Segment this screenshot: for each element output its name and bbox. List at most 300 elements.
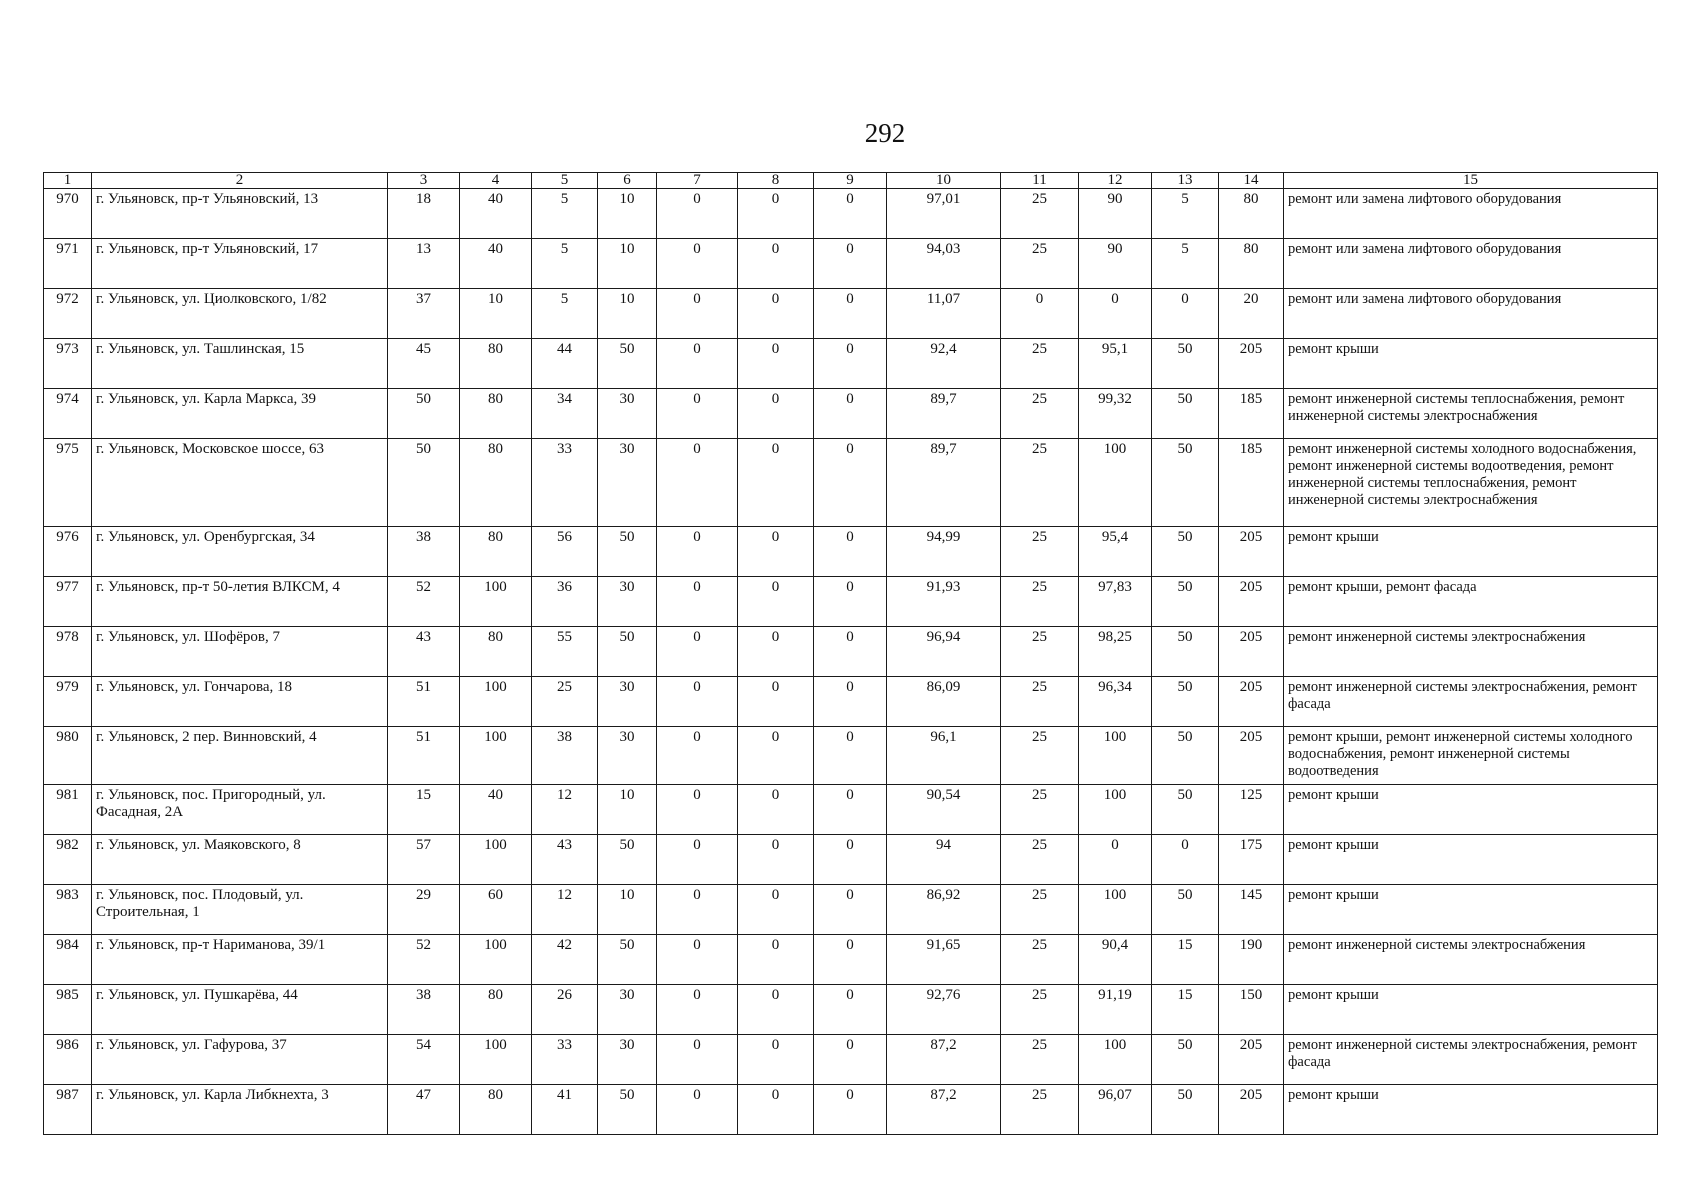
value-cell: 94,99 bbox=[887, 527, 1001, 577]
repair-program-table bbox=[43, 172, 1658, 1135]
value-cell: 56 bbox=[532, 527, 598, 577]
value-cell: 86,92 bbox=[887, 885, 1001, 935]
value-cell: 50 bbox=[1152, 389, 1219, 439]
value-cell: 5 bbox=[532, 289, 598, 339]
value-cell: 25 bbox=[1001, 727, 1079, 785]
value-cell: 13 bbox=[388, 239, 460, 289]
value-cell: 50 bbox=[1152, 577, 1219, 627]
value-cell: 30 bbox=[598, 389, 657, 439]
row-number: 983 bbox=[44, 885, 92, 935]
value-cell: 0 bbox=[738, 289, 814, 339]
value-cell: 0 bbox=[814, 389, 887, 439]
value-cell: 30 bbox=[598, 577, 657, 627]
value-cell: 42 bbox=[532, 935, 598, 985]
value-cell: 54 bbox=[388, 1035, 460, 1085]
address-cell: г. Ульяновск, пр-т Ульяновский, 13 bbox=[92, 189, 388, 239]
value-cell: 34 bbox=[532, 389, 598, 439]
value-cell: 0 bbox=[738, 239, 814, 289]
value-cell: 47 bbox=[388, 1085, 460, 1135]
value-cell: 0 bbox=[657, 289, 738, 339]
value-cell: 0 bbox=[738, 527, 814, 577]
value-cell: 40 bbox=[460, 189, 532, 239]
value-cell: 29 bbox=[388, 885, 460, 935]
value-cell: 0 bbox=[814, 1035, 887, 1085]
value-cell: 97,83 bbox=[1079, 577, 1152, 627]
value-cell: 96,1 bbox=[887, 727, 1001, 785]
column-number-row bbox=[44, 173, 1658, 189]
work-type-cell: ремонт инженерной системы холодного водоснабжения, ремонт инженерной системы водоотведения, ремонт инженерной системы теплоснабжения, ремонт инженерной системы электроснабжения bbox=[1284, 439, 1658, 527]
value-cell: 0 bbox=[738, 439, 814, 527]
value-cell: 50 bbox=[1152, 727, 1219, 785]
value-cell: 10 bbox=[598, 785, 657, 835]
value-cell: 0 bbox=[738, 389, 814, 439]
row-number: 977 bbox=[44, 577, 92, 627]
value-cell: 55 bbox=[532, 627, 598, 677]
work-type-cell: ремонт или замена лифтового оборудования bbox=[1284, 289, 1658, 339]
row-number: 986 bbox=[44, 1035, 92, 1085]
row-number: 979 bbox=[44, 677, 92, 727]
value-cell: 95,4 bbox=[1079, 527, 1152, 577]
value-cell: 0 bbox=[814, 935, 887, 985]
address-cell: г. Ульяновск, пр-т Нариманова, 39/1 bbox=[92, 935, 388, 985]
value-cell: 0 bbox=[738, 1035, 814, 1085]
value-cell: 100 bbox=[460, 677, 532, 727]
value-cell: 50 bbox=[598, 835, 657, 885]
value-cell: 0 bbox=[657, 677, 738, 727]
value-cell: 150 bbox=[1219, 985, 1284, 1035]
value-cell: 0 bbox=[657, 239, 738, 289]
value-cell: 80 bbox=[460, 527, 532, 577]
value-cell: 0 bbox=[738, 835, 814, 885]
value-cell: 43 bbox=[532, 835, 598, 885]
value-cell: 30 bbox=[598, 1035, 657, 1085]
value-cell: 41 bbox=[532, 1085, 598, 1135]
value-cell: 10 bbox=[598, 885, 657, 935]
value-cell: 15 bbox=[1152, 985, 1219, 1035]
value-cell: 205 bbox=[1219, 339, 1284, 389]
column-header: 15 bbox=[1284, 173, 1658, 189]
work-type-cell: ремонт крыши bbox=[1284, 339, 1658, 389]
column-header: 6 bbox=[598, 173, 657, 189]
value-cell: 45 bbox=[388, 339, 460, 389]
column-header: 7 bbox=[657, 173, 738, 189]
table-row bbox=[44, 727, 1658, 785]
value-cell: 30 bbox=[598, 439, 657, 527]
column-header: 2 bbox=[92, 173, 388, 189]
value-cell: 5 bbox=[1152, 239, 1219, 289]
value-cell: 0 bbox=[738, 727, 814, 785]
value-cell: 0 bbox=[814, 677, 887, 727]
work-type-cell: ремонт крыши, ремонт фасада bbox=[1284, 577, 1658, 627]
row-number: 973 bbox=[44, 339, 92, 389]
value-cell: 92,4 bbox=[887, 339, 1001, 389]
value-cell: 0 bbox=[657, 577, 738, 627]
value-cell: 0 bbox=[738, 885, 814, 935]
table-row bbox=[44, 289, 1658, 339]
value-cell: 145 bbox=[1219, 885, 1284, 935]
value-cell: 50 bbox=[1152, 339, 1219, 389]
value-cell: 0 bbox=[738, 785, 814, 835]
work-type-cell: ремонт инженерной системы электроснабжения, ремонт фасада bbox=[1284, 1035, 1658, 1085]
value-cell: 50 bbox=[1152, 627, 1219, 677]
value-cell: 25 bbox=[1001, 1035, 1079, 1085]
work-type-cell: ремонт инженерной системы теплоснабжения, ремонт инженерной системы электроснабжения bbox=[1284, 389, 1658, 439]
value-cell: 94 bbox=[887, 835, 1001, 885]
value-cell: 25 bbox=[1001, 627, 1079, 677]
value-cell: 36 bbox=[532, 577, 598, 627]
value-cell: 100 bbox=[1079, 1035, 1152, 1085]
value-cell: 0 bbox=[1079, 835, 1152, 885]
column-header: 11 bbox=[1001, 173, 1079, 189]
work-type-cell: ремонт инженерной системы электроснабжения bbox=[1284, 935, 1658, 985]
value-cell: 205 bbox=[1219, 527, 1284, 577]
value-cell: 91,93 bbox=[887, 577, 1001, 627]
value-cell: 205 bbox=[1219, 627, 1284, 677]
value-cell: 10 bbox=[598, 239, 657, 289]
value-cell: 33 bbox=[532, 439, 598, 527]
value-cell: 25 bbox=[1001, 1085, 1079, 1135]
work-type-cell: ремонт крыши bbox=[1284, 1085, 1658, 1135]
value-cell: 90 bbox=[1079, 239, 1152, 289]
value-cell: 0 bbox=[814, 627, 887, 677]
value-cell: 0 bbox=[657, 1035, 738, 1085]
table-row bbox=[44, 677, 1658, 727]
value-cell: 100 bbox=[1079, 727, 1152, 785]
value-cell: 11,07 bbox=[887, 289, 1001, 339]
value-cell: 50 bbox=[1152, 785, 1219, 835]
value-cell: 25 bbox=[1001, 835, 1079, 885]
work-type-cell: ремонт крыши bbox=[1284, 835, 1658, 885]
value-cell: 25 bbox=[1001, 239, 1079, 289]
value-cell: 50 bbox=[1152, 439, 1219, 527]
value-cell: 43 bbox=[388, 627, 460, 677]
work-type-cell: ремонт крыши bbox=[1284, 885, 1658, 935]
value-cell: 25 bbox=[1001, 339, 1079, 389]
value-cell: 0 bbox=[657, 189, 738, 239]
value-cell: 80 bbox=[460, 389, 532, 439]
value-cell: 0 bbox=[738, 189, 814, 239]
value-cell: 125 bbox=[1219, 785, 1284, 835]
value-cell: 25 bbox=[1001, 389, 1079, 439]
value-cell: 0 bbox=[814, 785, 887, 835]
value-cell: 5 bbox=[1152, 189, 1219, 239]
value-cell: 25 bbox=[1001, 935, 1079, 985]
value-cell: 57 bbox=[388, 835, 460, 885]
table-row bbox=[44, 239, 1658, 289]
column-header: 4 bbox=[460, 173, 532, 189]
address-cell: г. Ульяновск, ул. Карла Либкнехта, 3 bbox=[92, 1085, 388, 1135]
value-cell: 0 bbox=[657, 389, 738, 439]
table-row bbox=[44, 389, 1658, 439]
value-cell: 205 bbox=[1219, 1035, 1284, 1085]
value-cell: 90,4 bbox=[1079, 935, 1152, 985]
value-cell: 10 bbox=[460, 289, 532, 339]
value-cell: 0 bbox=[1152, 289, 1219, 339]
value-cell: 12 bbox=[532, 785, 598, 835]
row-number: 987 bbox=[44, 1085, 92, 1135]
value-cell: 50 bbox=[598, 627, 657, 677]
value-cell: 185 bbox=[1219, 439, 1284, 527]
value-cell: 0 bbox=[814, 289, 887, 339]
table-row bbox=[44, 189, 1658, 239]
value-cell: 52 bbox=[388, 935, 460, 985]
work-type-cell: ремонт крыши bbox=[1284, 985, 1658, 1035]
value-cell: 0 bbox=[657, 835, 738, 885]
value-cell: 94,03 bbox=[887, 239, 1001, 289]
value-cell: 91,19 bbox=[1079, 985, 1152, 1035]
value-cell: 52 bbox=[388, 577, 460, 627]
work-type-cell: ремонт или замена лифтового оборудования bbox=[1284, 189, 1658, 239]
value-cell: 0 bbox=[1152, 835, 1219, 885]
value-cell: 33 bbox=[532, 1035, 598, 1085]
value-cell: 0 bbox=[814, 189, 887, 239]
value-cell: 0 bbox=[738, 935, 814, 985]
table-row bbox=[44, 577, 1658, 627]
value-cell: 25 bbox=[1001, 785, 1079, 835]
value-cell: 0 bbox=[657, 439, 738, 527]
value-cell: 0 bbox=[814, 239, 887, 289]
table-row bbox=[44, 985, 1658, 1035]
table-row bbox=[44, 339, 1658, 389]
column-header: 12 bbox=[1079, 173, 1152, 189]
table-row bbox=[44, 627, 1658, 677]
value-cell: 50 bbox=[1152, 1085, 1219, 1135]
row-number: 984 bbox=[44, 935, 92, 985]
address-cell: г. Ульяновск, ул. Ташлинская, 15 bbox=[92, 339, 388, 389]
value-cell: 0 bbox=[657, 527, 738, 577]
value-cell: 37 bbox=[388, 289, 460, 339]
value-cell: 15 bbox=[1152, 935, 1219, 985]
value-cell: 80 bbox=[1219, 189, 1284, 239]
value-cell: 50 bbox=[598, 339, 657, 389]
value-cell: 50 bbox=[1152, 885, 1219, 935]
row-number: 971 bbox=[44, 239, 92, 289]
value-cell: 100 bbox=[1079, 785, 1152, 835]
value-cell: 100 bbox=[460, 835, 532, 885]
address-cell: г. Ульяновск, ул. Гончарова, 18 bbox=[92, 677, 388, 727]
value-cell: 100 bbox=[1079, 439, 1152, 527]
value-cell: 90 bbox=[1079, 189, 1152, 239]
value-cell: 89,7 bbox=[887, 439, 1001, 527]
address-cell: г. Ульяновск, ул. Пушкарёва, 44 bbox=[92, 985, 388, 1035]
value-cell: 25 bbox=[532, 677, 598, 727]
value-cell: 0 bbox=[738, 627, 814, 677]
value-cell: 25 bbox=[1001, 527, 1079, 577]
address-cell: г. Ульяновск, ул. Маяковского, 8 bbox=[92, 835, 388, 885]
value-cell: 80 bbox=[1219, 239, 1284, 289]
work-type-cell: ремонт крыши bbox=[1284, 527, 1658, 577]
value-cell: 10 bbox=[598, 289, 657, 339]
address-cell: г. Ульяновск, ул. Гафурова, 37 bbox=[92, 1035, 388, 1085]
value-cell: 10 bbox=[598, 189, 657, 239]
address-cell: г. Ульяновск, ул. Циолковского, 1/82 bbox=[92, 289, 388, 339]
value-cell: 80 bbox=[460, 985, 532, 1035]
value-cell: 5 bbox=[532, 239, 598, 289]
value-cell: 185 bbox=[1219, 389, 1284, 439]
table-row bbox=[44, 1085, 1658, 1135]
column-header: 3 bbox=[388, 173, 460, 189]
value-cell: 0 bbox=[738, 339, 814, 389]
value-cell: 26 bbox=[532, 985, 598, 1035]
value-cell: 0 bbox=[657, 339, 738, 389]
column-header: 9 bbox=[814, 173, 887, 189]
value-cell: 50 bbox=[598, 1085, 657, 1135]
value-cell: 0 bbox=[814, 577, 887, 627]
value-cell: 40 bbox=[460, 785, 532, 835]
row-number: 978 bbox=[44, 627, 92, 677]
value-cell: 40 bbox=[460, 239, 532, 289]
row-number: 974 bbox=[44, 389, 92, 439]
address-cell: г. Ульяновск, ул. Шофёров, 7 bbox=[92, 627, 388, 677]
address-cell: г. Ульяновск, 2 пер. Винновский, 4 bbox=[92, 727, 388, 785]
value-cell: 100 bbox=[460, 577, 532, 627]
value-cell: 175 bbox=[1219, 835, 1284, 885]
column-header: 1 bbox=[44, 173, 92, 189]
address-cell: г. Ульяновск, пос. Пригородный, ул. Фасадная, 2А bbox=[92, 785, 388, 835]
value-cell: 0 bbox=[657, 627, 738, 677]
value-cell: 25 bbox=[1001, 677, 1079, 727]
value-cell: 50 bbox=[388, 439, 460, 527]
value-cell: 25 bbox=[1001, 885, 1079, 935]
value-cell: 95,1 bbox=[1079, 339, 1152, 389]
value-cell: 0 bbox=[814, 835, 887, 885]
value-cell: 0 bbox=[814, 527, 887, 577]
value-cell: 80 bbox=[460, 439, 532, 527]
value-cell: 205 bbox=[1219, 1085, 1284, 1135]
value-cell: 25 bbox=[1001, 439, 1079, 527]
row-number: 981 bbox=[44, 785, 92, 835]
value-cell: 0 bbox=[738, 577, 814, 627]
value-cell: 205 bbox=[1219, 577, 1284, 627]
table-row bbox=[44, 527, 1658, 577]
value-cell: 38 bbox=[532, 727, 598, 785]
work-type-cell: ремонт крыши, ремонт инженерной системы холодного водоснабжения, ремонт инженерной системы водоотведения bbox=[1284, 727, 1658, 785]
value-cell: 50 bbox=[388, 389, 460, 439]
value-cell: 96,07 bbox=[1079, 1085, 1152, 1135]
value-cell: 38 bbox=[388, 985, 460, 1035]
value-cell: 0 bbox=[814, 985, 887, 1035]
value-cell: 51 bbox=[388, 677, 460, 727]
value-cell: 30 bbox=[598, 985, 657, 1035]
value-cell: 0 bbox=[814, 727, 887, 785]
table-row bbox=[44, 835, 1658, 885]
value-cell: 86,09 bbox=[887, 677, 1001, 727]
row-number: 976 bbox=[44, 527, 92, 577]
value-cell: 190 bbox=[1219, 935, 1284, 985]
value-cell: 60 bbox=[460, 885, 532, 935]
page-number: 292 bbox=[864, 118, 906, 148]
value-cell: 50 bbox=[1152, 677, 1219, 727]
value-cell: 87,2 bbox=[887, 1035, 1001, 1085]
value-cell: 12 bbox=[532, 885, 598, 935]
work-type-cell: ремонт инженерной системы электроснабжения bbox=[1284, 627, 1658, 677]
value-cell: 205 bbox=[1219, 677, 1284, 727]
value-cell: 0 bbox=[657, 1085, 738, 1135]
value-cell: 100 bbox=[460, 935, 532, 985]
table-row bbox=[44, 785, 1658, 835]
value-cell: 20 bbox=[1219, 289, 1284, 339]
address-cell: г. Ульяновск, ул. Оренбургская, 34 bbox=[92, 527, 388, 577]
column-header: 14 bbox=[1219, 173, 1284, 189]
value-cell: 25 bbox=[1001, 985, 1079, 1035]
value-cell: 89,7 bbox=[887, 389, 1001, 439]
value-cell: 0 bbox=[657, 785, 738, 835]
value-cell: 0 bbox=[738, 1085, 814, 1135]
value-cell: 0 bbox=[657, 985, 738, 1035]
value-cell: 50 bbox=[1152, 527, 1219, 577]
row-number: 972 bbox=[44, 289, 92, 339]
value-cell: 38 bbox=[388, 527, 460, 577]
value-cell: 25 bbox=[1001, 577, 1079, 627]
value-cell: 0 bbox=[738, 985, 814, 1035]
work-type-cell: ремонт или замена лифтового оборудования bbox=[1284, 239, 1658, 289]
value-cell: 99,32 bbox=[1079, 389, 1152, 439]
value-cell: 100 bbox=[460, 1035, 532, 1085]
value-cell: 80 bbox=[460, 1085, 532, 1135]
value-cell: 96,34 bbox=[1079, 677, 1152, 727]
value-cell: 0 bbox=[657, 727, 738, 785]
table-row bbox=[44, 1035, 1658, 1085]
value-cell: 0 bbox=[1079, 289, 1152, 339]
value-cell: 92,76 bbox=[887, 985, 1001, 1035]
value-cell: 44 bbox=[532, 339, 598, 389]
value-cell: 97,01 bbox=[887, 189, 1001, 239]
value-cell: 0 bbox=[814, 339, 887, 389]
column-header: 13 bbox=[1152, 173, 1219, 189]
address-cell: г. Ульяновск, пр-т Ульяновский, 17 bbox=[92, 239, 388, 289]
work-type-cell: ремонт крыши bbox=[1284, 785, 1658, 835]
address-cell: г. Ульяновск, Московское шоссе, 63 bbox=[92, 439, 388, 527]
value-cell: 30 bbox=[598, 727, 657, 785]
address-cell: г. Ульяновск, пр-т 50-летия ВЛКСМ, 4 bbox=[92, 577, 388, 627]
row-number: 975 bbox=[44, 439, 92, 527]
value-cell: 50 bbox=[1152, 1035, 1219, 1085]
column-header: 8 bbox=[738, 173, 814, 189]
value-cell: 0 bbox=[738, 677, 814, 727]
row-number: 980 bbox=[44, 727, 92, 785]
value-cell: 0 bbox=[657, 935, 738, 985]
address-cell: г. Ульяновск, ул. Карла Маркса, 39 bbox=[92, 389, 388, 439]
value-cell: 205 bbox=[1219, 727, 1284, 785]
value-cell: 80 bbox=[460, 339, 532, 389]
value-cell: 91,65 bbox=[887, 935, 1001, 985]
value-cell: 87,2 bbox=[887, 1085, 1001, 1135]
value-cell: 51 bbox=[388, 727, 460, 785]
value-cell: 50 bbox=[598, 935, 657, 985]
value-cell: 100 bbox=[1079, 885, 1152, 935]
value-cell: 0 bbox=[814, 439, 887, 527]
column-header: 10 bbox=[887, 173, 1001, 189]
table-body bbox=[44, 189, 1658, 1135]
value-cell: 50 bbox=[598, 527, 657, 577]
value-cell: 15 bbox=[388, 785, 460, 835]
value-cell: 25 bbox=[1001, 189, 1079, 239]
row-number: 982 bbox=[44, 835, 92, 885]
work-type-cell: ремонт инженерной системы электроснабжения, ремонт фасада bbox=[1284, 677, 1658, 727]
table-row bbox=[44, 935, 1658, 985]
value-cell: 80 bbox=[460, 627, 532, 677]
table-row bbox=[44, 885, 1658, 935]
row-number: 985 bbox=[44, 985, 92, 1035]
value-cell: 0 bbox=[657, 885, 738, 935]
value-cell: 5 bbox=[532, 189, 598, 239]
value-cell: 0 bbox=[1001, 289, 1079, 339]
address-cell: г. Ульяновск, пос. Плодовый, ул. Строительная, 1 bbox=[92, 885, 388, 935]
value-cell: 0 bbox=[814, 1085, 887, 1135]
column-header: 5 bbox=[532, 173, 598, 189]
value-cell: 18 bbox=[388, 189, 460, 239]
table-row bbox=[44, 439, 1658, 527]
